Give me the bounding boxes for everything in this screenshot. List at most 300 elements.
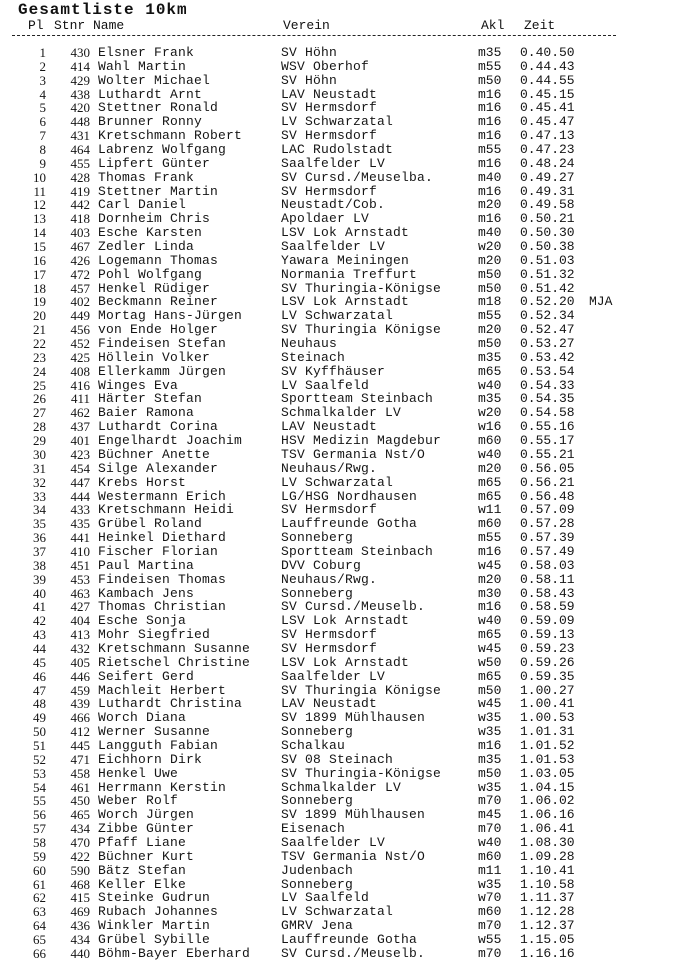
start-number: 432 xyxy=(70,640,90,656)
start-number: 403 xyxy=(70,225,90,241)
start-number: 461 xyxy=(70,779,90,795)
start-number: 447 xyxy=(70,474,90,490)
runner-name: Stettner Ronald xyxy=(98,100,219,116)
age-class: m35 xyxy=(478,45,502,60)
finish-time: 0.53.54 xyxy=(520,363,575,379)
age-class: m16 xyxy=(478,128,502,144)
placement: 62 xyxy=(33,890,46,906)
result-row xyxy=(0,711,700,725)
age-class: w11 xyxy=(478,502,502,518)
finish-time: 0.59.35 xyxy=(520,668,575,684)
club-name: SV Hermsdorf xyxy=(281,100,378,116)
start-number: 470 xyxy=(70,834,90,850)
placement: 11 xyxy=(33,183,46,199)
result-row xyxy=(0,129,700,143)
club-name: LAV Neustadt xyxy=(281,419,378,435)
finish-time: 0.45.15 xyxy=(520,86,575,102)
result-row xyxy=(0,559,700,573)
result-row xyxy=(0,573,700,587)
placement: 65 xyxy=(33,932,46,947)
start-number: 414 xyxy=(70,58,90,74)
runner-name: Grübel Sybille xyxy=(98,932,211,947)
placement: 17 xyxy=(33,266,46,282)
finish-time: 1.01.52 xyxy=(520,737,575,753)
runner-name: Heinkel Diethard xyxy=(98,530,227,546)
age-class: w40 xyxy=(478,613,502,629)
placement: 49 xyxy=(33,710,46,726)
result-row xyxy=(0,600,700,614)
result-row xyxy=(0,947,700,961)
club-name: SV Höhn xyxy=(281,45,338,60)
placement: 34 xyxy=(33,502,46,518)
age-class: m11 xyxy=(478,862,502,878)
result-row xyxy=(0,379,700,393)
placement: 15 xyxy=(33,239,46,255)
result-row xyxy=(0,282,700,296)
result-row xyxy=(0,268,700,282)
finish-time: 0.57.49 xyxy=(520,543,575,559)
runner-name: Esche Karsten xyxy=(98,225,203,241)
placement: 56 xyxy=(33,807,46,823)
result-row xyxy=(0,642,700,656)
age-class: m50 xyxy=(478,266,502,282)
placement: 58 xyxy=(33,834,46,850)
club-name: SV Hermsdorf xyxy=(281,640,378,656)
runner-name: Labrenz Wolfgang xyxy=(98,142,227,158)
club-name: SV Hermsdorf xyxy=(281,183,378,199)
finish-time: 0.58.43 xyxy=(520,585,575,601)
placement: 5 xyxy=(39,100,46,116)
runner-name: Pfaff Liane xyxy=(98,834,187,850)
start-number: 444 xyxy=(70,488,90,504)
runner-name: Logemann Thomas xyxy=(98,252,219,268)
placement: 54 xyxy=(33,779,46,795)
start-number: 456 xyxy=(70,322,90,338)
runner-name: Findeisen Stefan xyxy=(98,336,227,352)
start-number: 441 xyxy=(70,530,90,546)
placement: 48 xyxy=(33,696,46,712)
result-row xyxy=(0,351,700,365)
finish-time: 1.08.30 xyxy=(520,834,575,850)
runner-name: Herrmann Kerstin xyxy=(98,779,227,795)
result-row xyxy=(0,531,700,545)
age-class: m50 xyxy=(478,336,502,352)
start-number: 426 xyxy=(70,252,90,268)
result-row xyxy=(0,406,700,420)
runner-name: Wolter Michael xyxy=(98,72,211,88)
note: MJA xyxy=(589,294,613,310)
result-row xyxy=(0,781,700,795)
finish-time: 0.54.58 xyxy=(520,405,575,421)
start-number: 466 xyxy=(70,710,90,726)
placement: 24 xyxy=(33,363,46,379)
club-name: LSV Lok Arnstadt xyxy=(281,613,410,629)
header-akl: Akl xyxy=(481,18,505,33)
finish-time: 0.40.50 xyxy=(520,45,575,60)
club-name: SV Thuringia-Königse xyxy=(281,280,442,296)
age-class: m16 xyxy=(478,543,502,559)
club-name: LSV Lok Arnstadt xyxy=(281,654,410,670)
result-row xyxy=(0,101,700,115)
result-row xyxy=(0,587,700,601)
placement: 39 xyxy=(33,571,46,587)
runner-name: Beckmann Reiner xyxy=(98,294,219,310)
start-number: 472 xyxy=(70,266,90,282)
age-class: m16 xyxy=(478,155,502,171)
age-class: m70 xyxy=(478,918,502,934)
club-name: LV Schwarzatal xyxy=(281,114,394,130)
club-name: Sonneberg xyxy=(281,530,354,546)
finish-time: 1.09.28 xyxy=(520,848,575,864)
runner-name: Winges Eva xyxy=(98,377,179,393)
runner-name: Findeisen Thomas xyxy=(98,571,227,587)
club-name: Sportteam Steinbach xyxy=(281,543,434,559)
age-class: m50 xyxy=(478,765,502,781)
runner-name: Winkler Martin xyxy=(98,918,211,934)
age-class: m60 xyxy=(478,848,502,864)
age-class: m65 xyxy=(478,488,502,504)
placement: 18 xyxy=(33,280,46,296)
start-number: 404 xyxy=(70,613,90,629)
finish-time: 0.52.20 xyxy=(520,294,575,310)
finish-time: 0.58.03 xyxy=(520,557,575,573)
finish-time: 0.52.47 xyxy=(520,322,575,338)
club-name: Lauffreunde Gotha xyxy=(281,516,418,532)
age-class: w20 xyxy=(478,405,502,421)
start-number: 436 xyxy=(70,918,90,934)
club-name: SV Cursd./Meuselba. xyxy=(281,169,434,185)
result-row xyxy=(0,309,700,323)
age-class: w35 xyxy=(478,724,502,740)
result-row xyxy=(0,226,700,240)
club-name: SV 1899 Mühlhausen xyxy=(281,807,426,823)
club-name: LSV Lok Arnstadt xyxy=(281,225,410,241)
placement: 45 xyxy=(33,654,46,670)
runner-name: Henkel Uwe xyxy=(98,765,179,781)
result-row xyxy=(0,670,700,684)
placement: 8 xyxy=(39,142,46,158)
result-row xyxy=(0,185,700,199)
placement: 3 xyxy=(39,72,46,88)
runner-name: Rubach Johannes xyxy=(98,904,219,920)
runner-name: Büchner Kurt xyxy=(98,848,195,864)
header-name: Name xyxy=(93,18,125,33)
runner-name: Krebs Horst xyxy=(98,474,187,490)
result-row xyxy=(0,628,700,642)
start-number: 459 xyxy=(70,682,90,698)
result-row xyxy=(0,420,700,434)
club-name: Sonneberg xyxy=(281,876,354,892)
age-class: w40 xyxy=(478,377,502,393)
placement: 44 xyxy=(33,640,46,656)
runner-name: Kambach Jens xyxy=(98,585,195,601)
placement: 25 xyxy=(33,377,46,393)
start-number: 453 xyxy=(70,571,90,587)
result-row xyxy=(0,490,700,504)
age-class: m55 xyxy=(478,530,502,546)
runner-name: von Ende Holger xyxy=(98,322,219,338)
result-row xyxy=(0,794,700,808)
finish-time: 1.10.41 xyxy=(520,862,575,878)
finish-time: 0.51.03 xyxy=(520,252,575,268)
finish-time: 0.45.47 xyxy=(520,114,575,130)
finish-time: 1.16.16 xyxy=(520,945,575,961)
finish-time: 0.57.28 xyxy=(520,516,575,532)
finish-time: 0.56.05 xyxy=(520,460,575,476)
start-number: 446 xyxy=(70,668,90,684)
placement: 66 xyxy=(33,945,46,961)
result-row xyxy=(0,337,700,351)
runner-name: Weber Rolf xyxy=(98,793,179,809)
placement: 29 xyxy=(33,433,46,449)
age-class: m55 xyxy=(478,142,502,158)
finish-time: 0.49.27 xyxy=(520,169,575,185)
age-class: w35 xyxy=(478,779,502,795)
runner-name: Werner Susanne xyxy=(98,724,211,740)
runner-name: Mortag Hans-Jürgen xyxy=(98,308,243,324)
age-class: m20 xyxy=(478,322,502,338)
finish-time: 0.56.48 xyxy=(520,488,575,504)
club-name: Steinach xyxy=(281,349,346,365)
runner-name: Eichhorn Dirk xyxy=(98,751,203,767)
start-number: 469 xyxy=(70,904,90,920)
placement: 40 xyxy=(33,585,46,601)
result-row xyxy=(0,822,700,836)
club-name: GMRV Jena xyxy=(281,918,354,934)
placement: 9 xyxy=(39,155,46,171)
start-number: 440 xyxy=(70,945,90,961)
finish-time: 1.06.16 xyxy=(520,807,575,823)
start-number: 455 xyxy=(70,155,90,171)
placement: 43 xyxy=(33,627,46,643)
placement: 1 xyxy=(39,45,46,60)
age-class: m16 xyxy=(478,737,502,753)
club-name: TSV Germania Nst/O xyxy=(281,848,426,864)
club-name: Neustadt/Cob. xyxy=(281,197,386,213)
finish-time: 0.54.33 xyxy=(520,377,575,393)
age-class: m30 xyxy=(478,585,502,601)
start-number: 590 xyxy=(70,862,90,878)
club-name: Eisenach xyxy=(281,821,346,837)
start-number: 427 xyxy=(70,599,90,615)
start-number: 454 xyxy=(70,460,90,476)
finish-time: 1.00.27 xyxy=(520,682,575,698)
placement: 64 xyxy=(33,918,46,934)
placement: 12 xyxy=(33,197,46,213)
runner-name: Zibbe Günter xyxy=(98,821,195,837)
runner-name: Thomas Christian xyxy=(98,599,227,615)
finish-time: 0.56.21 xyxy=(520,474,575,490)
finish-time: 1.06.02 xyxy=(520,793,575,809)
runner-name: Worch Jürgen xyxy=(98,807,195,823)
runner-name: Paul Martina xyxy=(98,557,195,573)
placement: 37 xyxy=(33,543,46,559)
start-number: 429 xyxy=(70,72,90,88)
runner-name: Grübel Roland xyxy=(98,516,203,532)
start-number: 411 xyxy=(70,391,90,407)
club-name: Saalfelder LV xyxy=(281,155,386,171)
club-name: Sonneberg xyxy=(281,724,354,740)
result-row xyxy=(0,503,700,517)
runner-name: Silge Alexander xyxy=(98,460,219,476)
finish-time: 0.59.13 xyxy=(520,627,575,643)
age-class: m65 xyxy=(478,627,502,643)
club-name: Schmalkalder LV xyxy=(281,405,402,421)
club-name: Sonneberg xyxy=(281,793,354,809)
runner-name: Mohr Siegfried xyxy=(98,627,211,643)
start-number: 452 xyxy=(70,336,90,352)
runner-name: Kretschmann Susanne xyxy=(98,640,251,656)
club-name: Neuhaus/Rwg. xyxy=(281,571,378,587)
runner-name: Rietschel Christine xyxy=(98,654,251,670)
runner-name: Kretschmann Robert xyxy=(98,128,243,144)
result-row xyxy=(0,254,700,268)
runner-name: Pohl Wolfgang xyxy=(98,266,203,282)
age-class: m35 xyxy=(478,349,502,365)
start-number: 422 xyxy=(70,848,90,864)
age-class: w40 xyxy=(478,834,502,850)
age-class: m35 xyxy=(478,391,502,407)
age-class: m50 xyxy=(478,682,502,698)
start-number: 408 xyxy=(70,363,90,379)
age-class: m16 xyxy=(478,100,502,116)
finish-time: 0.58.11 xyxy=(520,571,575,587)
placement: 22 xyxy=(33,336,46,352)
club-name: Yawara Meiningen xyxy=(281,252,410,268)
start-number: 423 xyxy=(70,446,90,462)
placement: 27 xyxy=(33,405,46,421)
age-class: m60 xyxy=(478,433,502,449)
result-row xyxy=(0,462,700,476)
age-class: m65 xyxy=(478,668,502,684)
placement: 10 xyxy=(33,169,46,185)
placement: 19 xyxy=(33,294,46,310)
club-name: Sonneberg xyxy=(281,585,354,601)
placement: 61 xyxy=(33,876,46,892)
club-name: SV Kyffhäuser xyxy=(281,363,386,379)
start-number: 402 xyxy=(70,294,90,310)
finish-time: 1.12.28 xyxy=(520,904,575,920)
age-class: m45 xyxy=(478,807,502,823)
runner-name: Härter Stefan xyxy=(98,391,203,407)
placement: 63 xyxy=(33,904,46,920)
result-row xyxy=(0,115,700,129)
finish-time: 1.10.58 xyxy=(520,876,575,892)
club-name: WSV Oberhof xyxy=(281,58,370,74)
start-number: 458 xyxy=(70,765,90,781)
finish-time: 0.59.23 xyxy=(520,640,575,656)
result-row xyxy=(0,74,700,88)
placement: 30 xyxy=(33,446,46,462)
runner-name: Büchner Anette xyxy=(98,446,211,462)
club-name: Saalfelder LV xyxy=(281,834,386,850)
start-number: 434 xyxy=(70,821,90,837)
placement: 28 xyxy=(33,419,46,435)
start-number: 438 xyxy=(70,86,90,102)
runner-name: Lipfert Günter xyxy=(98,155,211,171)
age-class: m20 xyxy=(478,197,502,213)
club-name: LV Schwarzatal xyxy=(281,904,394,920)
age-class: w16 xyxy=(478,419,502,435)
club-name: SV Hermsdorf xyxy=(281,128,378,144)
result-row xyxy=(0,171,700,185)
placement: 32 xyxy=(33,474,46,490)
placement: 7 xyxy=(39,128,46,144)
placement: 33 xyxy=(33,488,46,504)
start-number: 448 xyxy=(70,114,90,130)
finish-time: 0.49.31 xyxy=(520,183,575,199)
result-row xyxy=(0,157,700,171)
start-number: 449 xyxy=(70,308,90,324)
start-number: 464 xyxy=(70,142,90,158)
club-name: LV Schwarzatal xyxy=(281,474,394,490)
finish-time: 0.59.26 xyxy=(520,654,575,670)
placement: 13 xyxy=(33,211,46,227)
start-number: 433 xyxy=(70,502,90,518)
club-name: LAV Neustadt xyxy=(281,696,378,712)
start-number: 457 xyxy=(70,280,90,296)
age-class: m20 xyxy=(478,571,502,587)
age-class: w45 xyxy=(478,640,502,656)
result-row xyxy=(0,656,700,670)
club-name: LV Saalfeld xyxy=(281,377,370,393)
result-row xyxy=(0,864,700,878)
start-number: 471 xyxy=(70,751,90,767)
finish-time: 0.58.59 xyxy=(520,599,575,615)
result-row xyxy=(0,891,700,905)
finish-time: 0.48.24 xyxy=(520,155,575,171)
finish-time: 0.47.13 xyxy=(520,128,575,144)
start-number: 428 xyxy=(70,169,90,185)
start-number: 463 xyxy=(70,585,90,601)
result-row xyxy=(0,850,700,864)
result-row xyxy=(0,143,700,157)
finish-time: 0.53.27 xyxy=(520,336,575,352)
age-class: m35 xyxy=(478,751,502,767)
start-number: 420 xyxy=(70,100,90,116)
start-number: 451 xyxy=(70,557,90,573)
age-class: m16 xyxy=(478,114,502,130)
start-number: 450 xyxy=(70,793,90,809)
finish-time: 0.44.43 xyxy=(520,58,575,74)
finish-time: 0.45.41 xyxy=(520,100,575,116)
result-row xyxy=(0,476,700,490)
result-row xyxy=(0,240,700,254)
placement: 35 xyxy=(33,516,46,532)
runner-name: Baier Ramona xyxy=(98,405,195,421)
finish-time: 0.57.39 xyxy=(520,530,575,546)
age-class: m70 xyxy=(478,945,502,961)
finish-time: 0.50.30 xyxy=(520,225,575,241)
runner-name: Luthardt Christina xyxy=(98,696,243,712)
age-class: w20 xyxy=(478,239,502,255)
start-number: 467 xyxy=(70,239,90,255)
club-name: LAV Neustadt xyxy=(281,86,378,102)
runner-name: Bätz Stefan xyxy=(98,862,187,878)
club-name: LV Saalfeld xyxy=(281,890,370,906)
runner-name: Dornheim Chris xyxy=(98,211,211,227)
runner-name: Westermann Erich xyxy=(98,488,227,504)
placement: 42 xyxy=(33,613,46,629)
runner-name: Stettner Martin xyxy=(98,183,219,199)
placement: 26 xyxy=(33,391,46,407)
finish-time: 0.54.35 xyxy=(520,391,575,407)
runner-name: Henkel Rüdiger xyxy=(98,280,211,296)
start-number: 415 xyxy=(70,890,90,906)
result-row xyxy=(0,434,700,448)
club-name: SV Hermsdorf xyxy=(281,627,378,643)
start-number: 435 xyxy=(70,516,90,532)
